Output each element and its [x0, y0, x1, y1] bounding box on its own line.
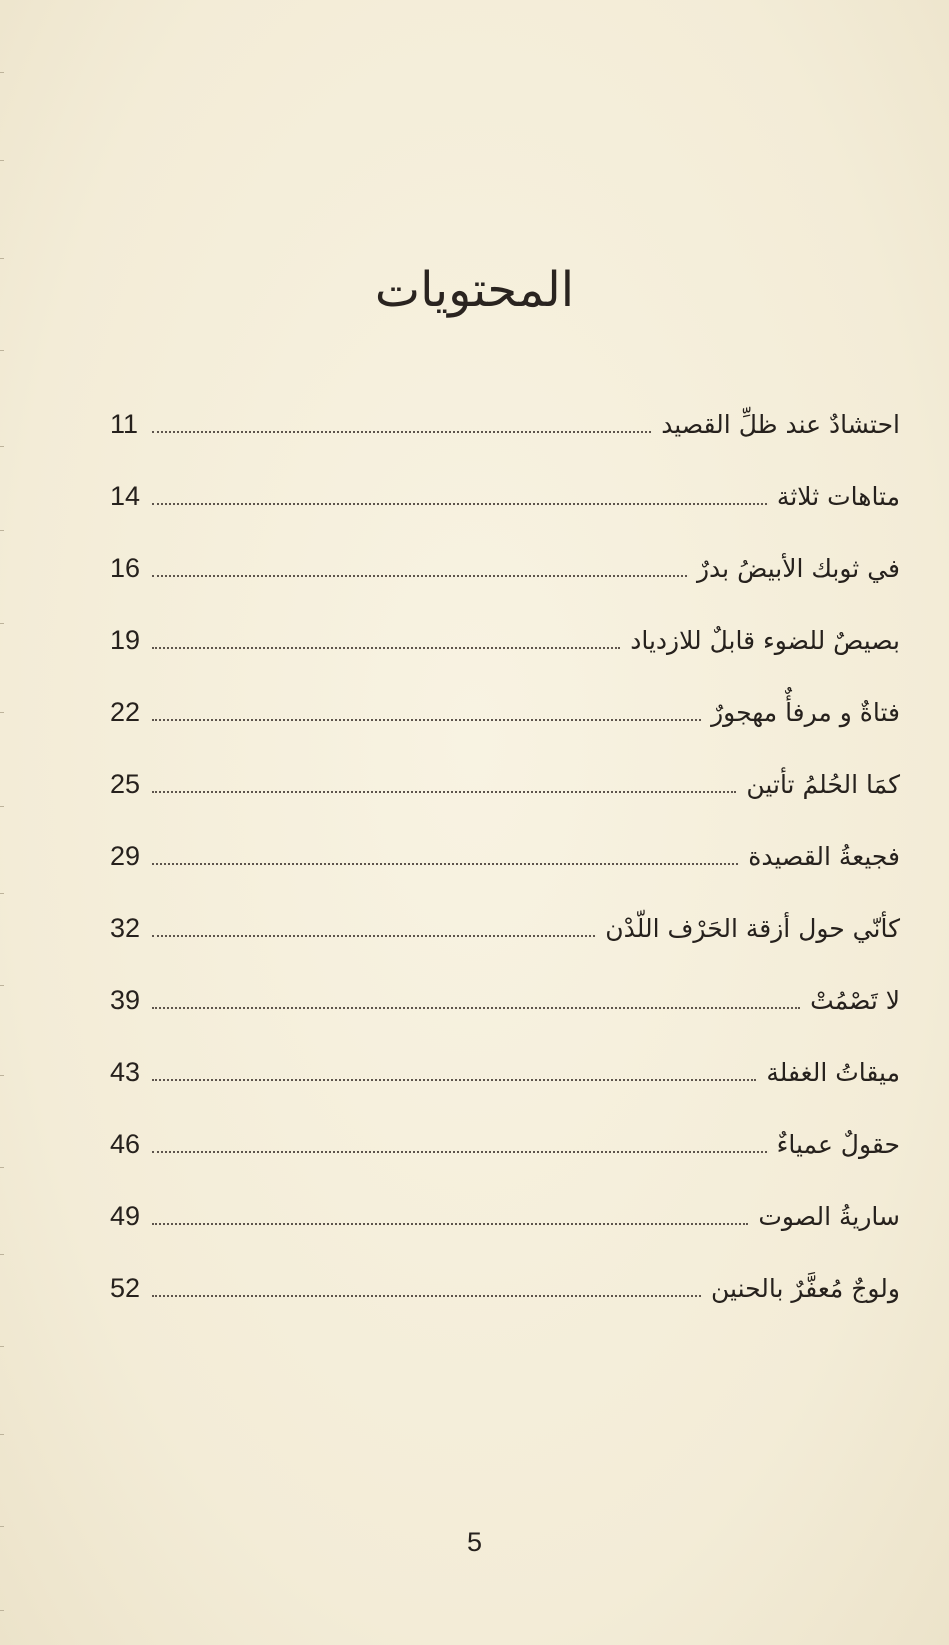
toc-entry [110, 532, 900, 604]
toc-entry-title: فجيعةُ القصيدة [748, 841, 900, 871]
toc-entry-title: ولوجٌ مُعفَّرٌ بالحنين [711, 1273, 900, 1303]
dot-leader [152, 1151, 767, 1153]
toc-entry-page-number: 32 [110, 912, 141, 943]
toc-entry [110, 1108, 900, 1180]
toc-entry [110, 1180, 900, 1252]
toc-entry-title: ساريةُ الصوت [758, 1201, 900, 1231]
toc-entry-title: في ثوبك الأبيضُ بدرٌ [696, 553, 900, 583]
toc-entry [110, 676, 900, 748]
page-edge-marks [0, 0, 6, 1645]
toc-entry-page-number: 29 [110, 840, 141, 871]
dot-leader [152, 503, 767, 505]
toc-entry-page-number: 39 [110, 984, 141, 1015]
toc-entry-page-number: 46 [110, 1128, 141, 1159]
toc-entry-page-number: 49 [110, 1200, 141, 1231]
toc-entry-title: حقولٌ عمياءٌ [776, 1129, 900, 1159]
page-number: 5 [466, 1527, 483, 1557]
dot-leader [152, 1079, 756, 1081]
dot-leader [152, 863, 738, 865]
toc-entry [110, 1252, 900, 1324]
dot-leader [152, 1223, 748, 1225]
dot-leader [152, 647, 620, 649]
toc-entry-page-number: 16 [110, 552, 141, 583]
toc-entry [110, 604, 900, 676]
toc-entry-title: بصيصٌ للضوء قابلٌ للازدياد [630, 625, 900, 655]
toc-entry [110, 748, 900, 820]
toc-entry-title: كأنّي حول أزقة الحَرْف اللّدْن [605, 913, 900, 943]
toc-entry-title: فتاةٌ و مرفأٌ مهجورٌ [711, 697, 900, 727]
toc-entry-title: احتشادٌ عند ظلِّ القصيد [661, 409, 900, 439]
toc-entry [110, 964, 900, 1036]
toc-entry [110, 388, 900, 460]
toc-entry-title: متاهات ثلاثة [776, 481, 900, 511]
toc-entry-page-number: 25 [110, 768, 141, 799]
toc-entry-page-number: 19 [110, 624, 141, 655]
toc-entry-page-number: 52 [110, 1272, 141, 1303]
dot-leader [152, 431, 651, 433]
toc-entry [110, 820, 900, 892]
toc-entry-title: كمَا الحُلمُ تأتين [746, 769, 900, 799]
page-title: المحتويات [374, 262, 575, 318]
dot-leader [152, 1007, 800, 1009]
toc-entry [110, 460, 900, 532]
toc-entry-page-number: 11 [110, 408, 139, 439]
toc-entry-title: ميقاتُ الغفلة [766, 1057, 900, 1087]
dot-leader [152, 1295, 701, 1297]
toc-entry [110, 1036, 900, 1108]
table-of-contents [110, 388, 900, 1324]
toc-entry-title: لا تَصْمُتْ [810, 985, 900, 1015]
dot-leader [152, 719, 701, 721]
dot-leader [152, 575, 687, 577]
toc-entry-page-number: 43 [110, 1056, 141, 1087]
toc-entry-page-number: 22 [110, 696, 141, 727]
toc-entry [110, 892, 900, 964]
dot-leader [152, 791, 736, 793]
toc-entry-page-number: 14 [110, 480, 141, 511]
dot-leader [152, 935, 595, 937]
